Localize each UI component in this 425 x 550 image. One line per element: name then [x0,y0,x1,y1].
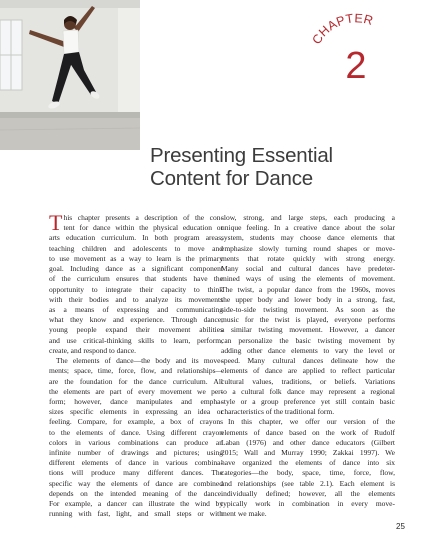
text-line: 2015; Wall and Murray 1990; Zakkai 1997). We [221,448,395,458]
text-line: tent for dance within the physical education or [63,223,223,233]
text-line: can personalize the basic twisting movement by [221,335,395,345]
page-number: 25 [396,522,405,531]
text-line: to a cultural folk dance may represent a regional [221,386,395,396]
text-line: ment we make. [221,509,267,519]
text-line: system, students may choose dance elements that [221,233,395,243]
text-line: typically work in combination in every move- [221,499,395,509]
text-line: opportunity to integrate their capacity to think [49,284,223,294]
text-line: and use critical-thinking skills to learn, perform, [49,335,223,345]
text-line: style or a group preference yet still contain basic [221,396,395,406]
chapter-number: 2 [345,45,367,87]
text-line: feeling. Compare, for example, a box of crayons [49,417,223,427]
text-line: ments that rotate quickly with strong energy. [221,253,395,263]
text-line: individually defined; however, all the elements [221,488,395,498]
dancer-jumping-photo [0,0,140,150]
opening-lines [63,213,223,233]
text-line: tions will produce many different dances. The [49,468,223,478]
chapter-title-line-2: Content for Dance [150,167,313,190]
text-line: are the foundation for the dance curriculum. All [49,376,223,386]
text-line: infinite number of drawings and pictures; using [49,448,223,458]
text-line: his chapter presents a description of the con- [63,213,223,222]
text-line: running with fast, light, and small steps or with [49,509,223,519]
text-line: arts education curriculum. In both program areas, [49,233,223,243]
text-line: elements of dance based on the work of Rudolf [221,427,395,437]
text-line: music for the twist is played, everyone performs [221,315,395,325]
text-line: categories—the body, space, time, force, flow, [221,468,395,478]
paragraph-3 [221,417,395,519]
text-line: of the curriculum ensures that students have the [49,274,223,284]
text-line: In this chapter, we offer our version of the [228,417,395,427]
text-line: side-to-side twisting movement. As soon as the [221,304,395,314]
text-line: the elements are part of every movement we per- [49,386,223,396]
text-line: characteristics of the traditional form. [221,407,335,417]
chapter-title [150,144,400,190]
text-line: to use movement as a way to learn is the primary [49,253,223,263]
text-line: sizes specific elements in expressing an idea or [49,407,223,417]
text-line: young people expand their movement abilities [49,325,223,335]
text-line: specific way the elements of dance are combined [49,478,223,488]
text-line: to the elements of dance. Using different crayon [49,427,223,437]
text-line: depends on the intended meaning of the dance. [49,488,223,498]
text-line: have organized the elements of dance into six [221,458,395,468]
text-line: For example, a dancer can illustrate the wind by [49,499,223,509]
text-line: speed. Many cultural dances delineate how the [221,356,395,366]
text-line: slow, strong, and large steps, each producing a [221,213,395,222]
text-line: the upper body and lower body in a strong, fast, [221,294,395,304]
dancer-photo [0,0,140,150]
text-line: form; however, dance manipulates and empha- [49,396,223,406]
text-line: The elements of dance—the body and its move- [56,356,223,366]
text-line: Laban (1976) and other dance educators (Gilbert [221,437,395,447]
body-column-left [49,210,223,520]
paragraph-1-continued [221,213,395,417]
text-line: emphasize slowly turning round shapes or move- [221,243,395,253]
drop-cap: T [49,210,63,235]
text-line: create, and respond to dance. [49,345,137,355]
text-line: with their bodies and to analyze its movements [49,294,223,304]
text-line: Many social and cultural dances have predeter- [221,264,395,274]
text-line: different elements of dance in various combina- [49,458,223,468]
text-line: and relationships (see table 2.1). Each element is [221,478,395,488]
paragraph-1 [49,233,223,356]
text-line: goal. Including dance as a significant component [49,264,223,274]
svg-text:CHAPTER [309,11,374,46]
text-line: adding other dance elements to vary the level or [221,345,395,355]
paragraph-2 [49,356,223,520]
text-line: ments; space, time, force, flow, and relationships— [49,366,223,376]
text-line: what they know and experience. Through dance, [49,315,223,325]
chapter-title-line-1: Presenting Essential [150,144,333,167]
text-line: colors in various combinations can produce an [49,437,223,447]
text-line: mined ways of using the elements of movement. [221,274,395,284]
chapter-word: CHAPTER [309,11,375,47]
text-line: cultural values, traditions, or beliefs. Variations [221,376,395,386]
text-line: a similar twisting movement. However, a dancer [221,325,395,335]
text-line: teaching children and adolescents to move and [49,243,223,253]
text-line: unique feeling. In a creative dance about the solar [221,223,395,233]
text-line: The twist, a popular dance from the 1960s, moves [221,284,395,294]
text-line: elements of dance are applied to reflect particular [221,366,395,376]
body-column-right [221,213,395,520]
text-line: as a means of expressing and communicating [49,304,223,314]
